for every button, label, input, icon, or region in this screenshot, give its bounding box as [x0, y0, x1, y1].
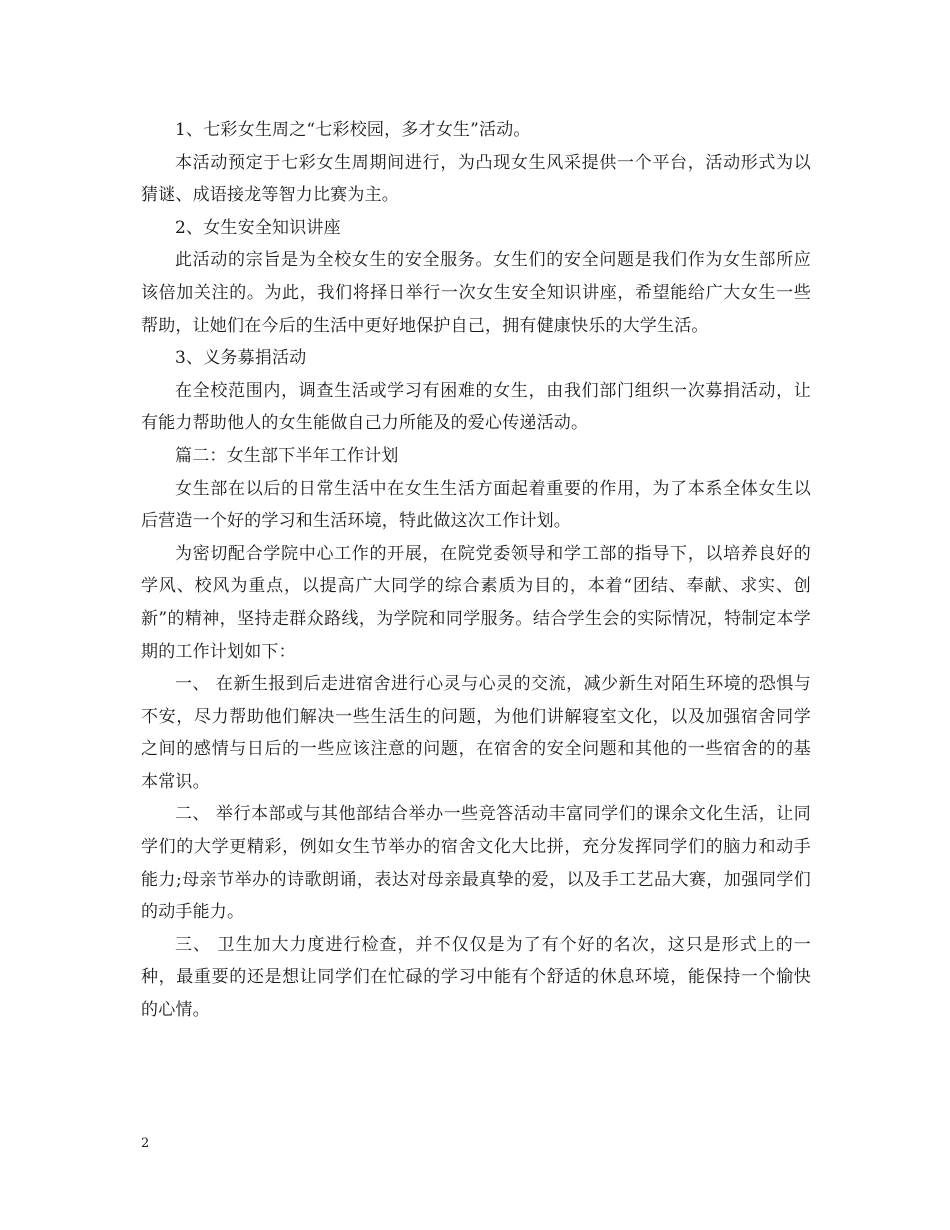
paragraph-activity-2-title: 2、女生安全知识讲座 [175, 217, 341, 238]
paragraph-activity-2-body: 此活动的宗旨是为全校女生的安全服务。女生们的安全问题是我们作为女生部所应该倍加关注的。为此，我们将择日举行一次女生安全知识讲座，希望能给广大女生一些帮助，让她们在今后的生活中更好地保护自己，拥有健康快乐的大学生活。 [141, 250, 811, 336]
paragraph-activity-3-body: 在全校范围内，调查生活或学习有困难的女生，由我们部门组织一次募捐活动，让有能力帮助他人的女生能做自己力所能及的爱心传递活动。 [141, 380, 811, 434]
paragraph-plan-item-2: 二、 举行本部或与其他部结合举办一些竞答活动丰富同学们的课余文化生活，让同学们的大学更精彩，例如女生节举办的宿舍文化大比拼，充分发挥同学们的脑力和动手能力;母亲节举办的诗歌朗诵，表达对母亲最真挚的爱，以及手工艺品大赛，加强同学们的动手能力。 [141, 804, 811, 923]
paragraph-plan-item-1: 一、 在新生报到后走进宿舍进行心灵与心灵的交流，减少新生对陌生环境的恐惧与不安，尽力帮助他们解决一些生活生的问题，为他们讲解寝室文化，以及加强宿舍同学之间的感情与日后的一些应该注意的问题，在宿舍的安全问题和其他的一些宿舍的的基本常识。 [141, 674, 811, 792]
page-number: 2 [141, 1136, 150, 1151]
paragraph-activity-1-body: 本活动预定于七彩女生周期间进行，为凸现女生风采提供一个平台，活动形式为以猜谜、成语接龙等智力比赛为主。 [141, 152, 811, 206]
paragraph-activity-3-title: 3、义务募捐活动 [175, 348, 307, 369]
paragraph-plan-item-3: 三、 卫生加大力度进行检查，并不仅仅是为了有个好的名次，这只是形式上的一种，最重要的还是想让同学们在忙碌的学习中能有个舒适的休息环境，能保持一个愉快的心情。 [141, 934, 811, 1021]
paragraph-activity-1-title: 1、七彩女生周之“七彩校园，多才女生”活动。 [175, 120, 531, 140]
paragraph-plan-overview: 为密切配合学院中心工作的开展，在院党委领导和学工部的指导下，以培养良好的学风、校风为重点，以提高广大同学的综合素质为目的，本着“团结、奉献、求实、创新”的精神，坚持走群众路线，为学院和同学服务。结合学生会的实际情况，特制定本学期的工作计划如下： [141, 543, 811, 662]
section-heading-part-two: 篇二：女生部下半年工作计划 [175, 445, 399, 466]
paragraph-intro: 女生部在以后的日常生活中在女生生活方面起着重要的作用，为了本系全体女生以后营造一个好的学习和生活环境，特此做这次工作计划。 [141, 478, 811, 532]
document-body [141, 114, 811, 1027]
